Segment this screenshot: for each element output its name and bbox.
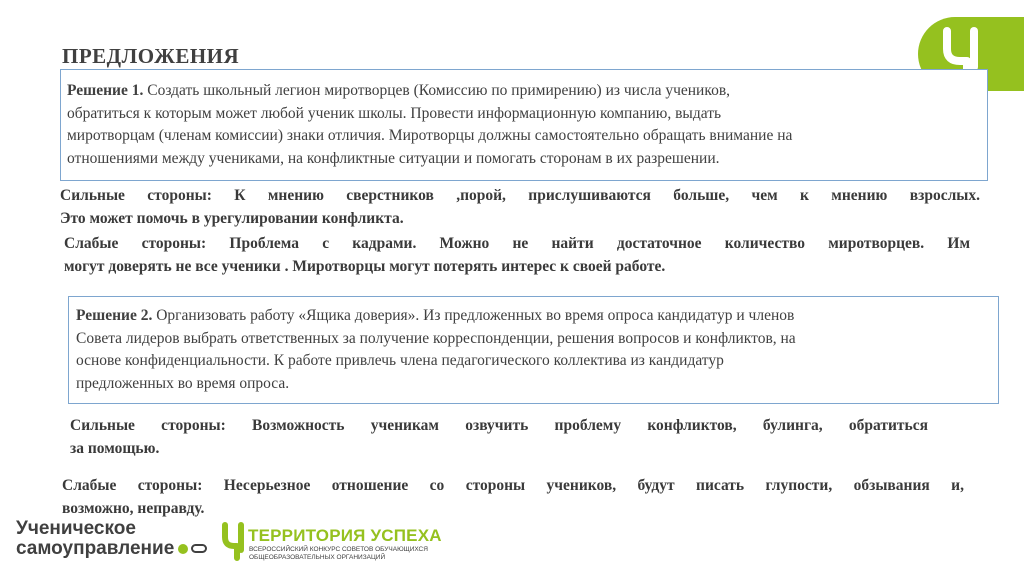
page-title: ПРЕДЛОЖЕНИЯ — [62, 44, 240, 68]
weaknesses-2-text — [62, 474, 964, 520]
dot-icon — [178, 544, 188, 554]
territory-of-success-logo — [220, 522, 460, 566]
strengths-2-line: за помощью. — [70, 440, 160, 457]
solution-1-line: обратиться к которым может любой ученик школы. Провести информационную компанию, выдать — [67, 104, 722, 122]
strengths-1-text — [60, 184, 980, 230]
logo-line-2: самоуправление — [16, 538, 175, 559]
solution-2-label: Решение 2. — [76, 307, 153, 324]
solution-1-label: Решение 1. — [67, 82, 144, 99]
strengths-1-line: Это может помочь в урегулировании конфликта. — [60, 210, 404, 227]
solution-2-line: основе конфиденциальности. К работе привлечь члена педагогического коллектива из кандидатур — [76, 352, 724, 369]
u-letter-logo-icon — [220, 522, 246, 562]
strengths-2-text — [70, 414, 928, 460]
logo-line-1: Ученическое — [16, 518, 136, 539]
weaknesses-2-line: возможно, неправду. — [62, 500, 205, 517]
solution-1-line: отношениями между учениками, на конфликтные ситуации и помогать сторонам в их разрешении. — [67, 149, 720, 167]
strengths-2-line: Сильные стороны: Возможность ученикам озвучить проблему конфликтов, булинга, обратиться — [70, 417, 928, 434]
weaknesses-1-line: могут доверять не все ученики . Миротворцы могут потерять интерес к своей работе. — [64, 258, 666, 275]
solution-1-line: миротворцам (членам комиссии) знаки отличия. Миротворцы должны самостоятельно обращать внимание на — [67, 127, 793, 144]
solution-1-box — [60, 69, 988, 181]
pill-icon — [191, 544, 207, 553]
weaknesses-1-line: Слабые стороны: Проблема с кадрами. Можно не найти достаточное количество миротворцев. Им — [64, 235, 970, 252]
territory-logo-subtitle: ВСЕРОССИЙСКИЙ КОНКУРС СОВЕТОВ ОБУЧАЮЩИХСЯ — [249, 546, 428, 553]
solution-2-line: предложенных во время опроса. — [76, 374, 290, 392]
solution-2-line: Совета лидеров выбрать ответственных за получение корреспонденции, решения вопросов и конфликтов, на — [76, 329, 796, 347]
solution-2-box — [68, 296, 999, 404]
weaknesses-1-text — [64, 232, 970, 278]
student-self-government-logo — [16, 519, 216, 567]
territory-logo-title: ТЕРРИТОРИЯ УСПЕХА — [248, 526, 442, 545]
strengths-1-line: Сильные стороны: К мнению сверстников ,порой, прислушиваются больше, чем к мнению взрослых. — [60, 187, 980, 204]
solution-2-line: Организовать работу «Ящика доверия». Из предложенных во время опроса кандидатур и членов — [152, 307, 795, 324]
solution-1-line: Создать школьный легион миротворцев (Комиссию по примирению) из числа учеников, — [143, 82, 731, 99]
weaknesses-2-line: Слабые стороны: Несерьезное отношение со стороны учеников, будут писать глупости, обзывания и, — [62, 477, 964, 494]
territory-logo-subtitle: ОБЩЕОБРАЗОВАТЕЛЬНЫХ ОРГАНИЗАЦИЙ — [249, 553, 386, 561]
